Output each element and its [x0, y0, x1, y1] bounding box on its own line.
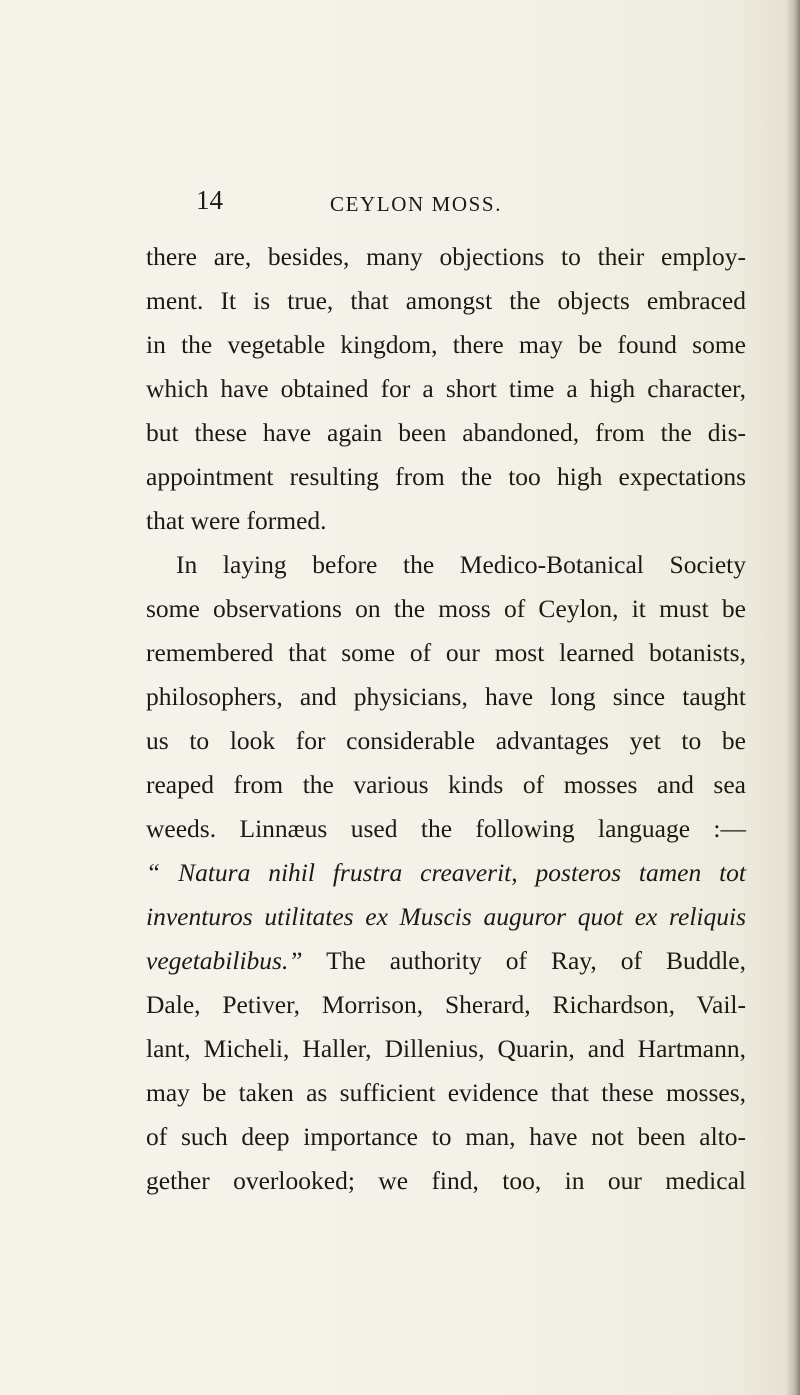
- text-line: remembered that some of our most learned botanists,: [146, 638, 746, 667]
- text-line-rest: The authority of Ray, of Buddle,: [326, 946, 746, 975]
- latin-quote-line: “ Natura nihil frustra creaverit, posteros tamen tot: [146, 858, 746, 887]
- running-head: [196, 185, 526, 225]
- text-line: In laying before the Medico-Botanical Society: [176, 550, 746, 579]
- text-line: philosophers, and physicians, have long since taught: [146, 682, 746, 711]
- text-line: but these have again been abandoned, from the dis-: [146, 418, 746, 447]
- latin-quote-line: inventuros utilitates ex Muscis auguror quot ex reliquis: [146, 902, 746, 931]
- running-title: CEYLON MOSS.: [330, 192, 503, 216]
- body-text: [146, 235, 746, 1203]
- text-line: that were formed.: [146, 506, 327, 535]
- latin-quote-end: vegetabilibus.”: [146, 946, 303, 975]
- page-number: 14: [196, 185, 223, 215]
- text-line: [146, 939, 746, 983]
- text-line: lant, Micheli, Haller, Dillenius, Quarin, and Hartmann,: [146, 1034, 746, 1063]
- text-line: us to look for considerable advantages yet to be: [146, 726, 746, 755]
- text-line: weeds. Linnæus used the following language :—: [146, 814, 746, 843]
- text-line: in the vegetable kingdom, there may be found some: [146, 330, 746, 359]
- text-line: gether overlooked; we find, too, in our medical: [146, 1166, 746, 1195]
- text-line: which have obtained for a short time a high character,: [146, 374, 746, 403]
- text-line: there are, besides, many objections to their employ-: [146, 242, 746, 271]
- text-line: appointment resulting from the too high expectations: [146, 462, 746, 491]
- text-line: may be taken as sufficient evidence that these mosses,: [146, 1078, 746, 1107]
- text-line: Dale, Petiver, Morrison, Sherard, Richardson, Vail-: [146, 990, 746, 1019]
- text-line: ment. It is true, that amongst the objects embraced: [146, 286, 746, 315]
- text-line: of such deep importance to man, have not been alto-: [146, 1122, 746, 1151]
- text-line: some observations on the moss of Ceylon, it must be: [146, 594, 746, 623]
- page-edge-shadow: [786, 0, 800, 1395]
- text-line: reaped from the various kinds of mosses and sea: [146, 770, 746, 799]
